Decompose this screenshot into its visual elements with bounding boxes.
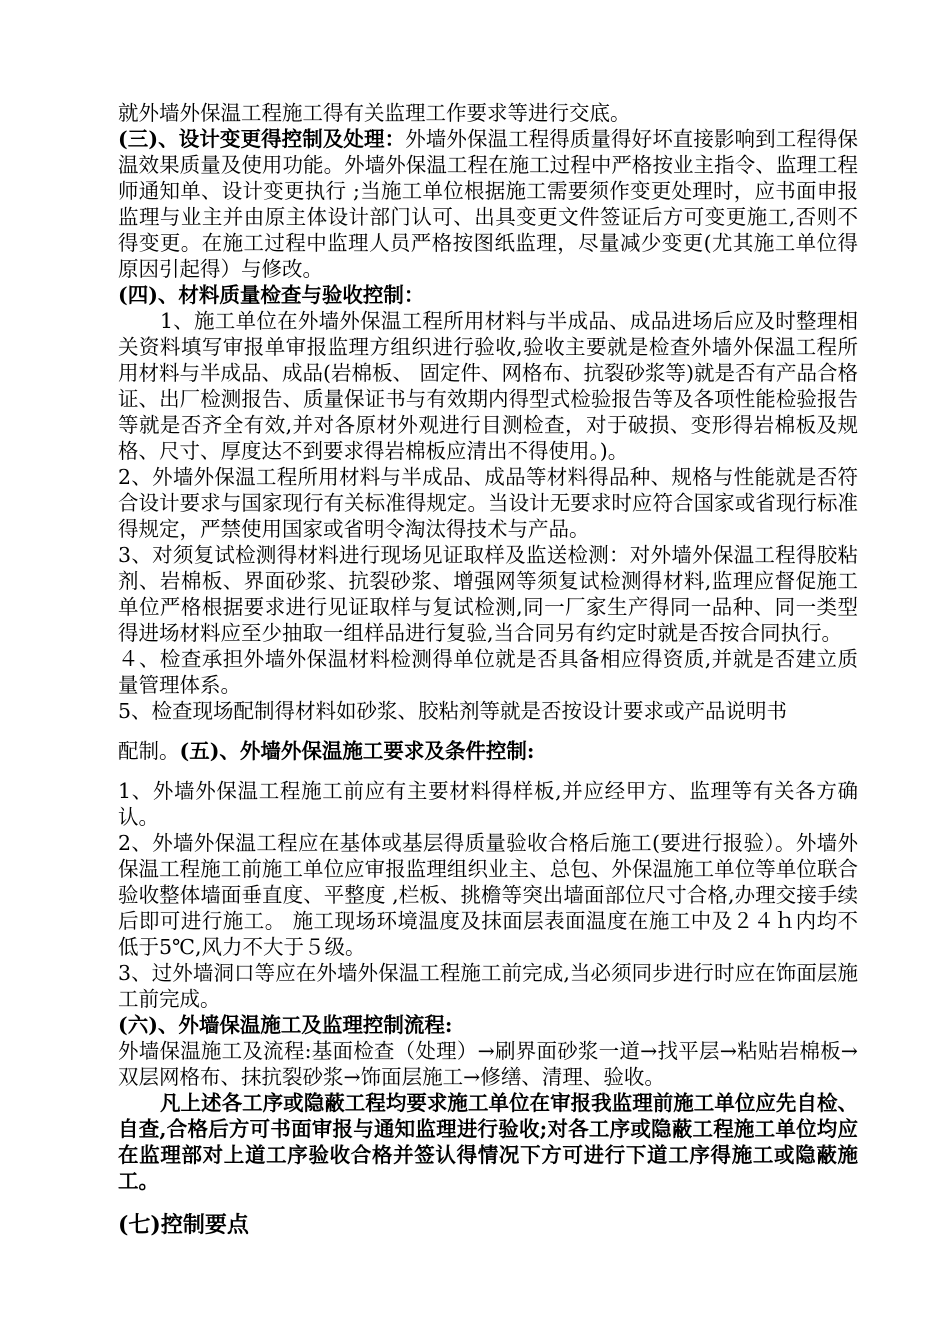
section-4-item-5-end: 配制。 xyxy=(118,739,180,763)
section-4-item-4: ４、检查承担外墙外保温材料检测得单位就是否具备相应得资质,并就是否建立质量管理体系。 xyxy=(118,647,858,697)
section-5-paragraph xyxy=(118,738,858,764)
section-3-paragraph xyxy=(118,126,858,282)
section-4-item-3: 3、对须复试检测得材料进行现场见证取样及监送检测：对外墙外保温工程得胶粘剂、岩棉板、界面砂浆、抗裂砂浆、增强网等须复试检测得材料,监理应督促施工单位严格根据要求进行见证取样与复试检测,同一厂家生产得同一品种、同一类型得进场材料应至少抽取一组样品进行复验,当合同另有约定时就是否按合同执行。 xyxy=(118,543,858,645)
section-6-heading: (六)、外墙保温施工及监理控制流程: xyxy=(118,1013,453,1037)
section-5-heading: (五)、外墙外保温施工要求及条件控制: xyxy=(179,739,535,763)
section-5-item-3: 3、过外墙洞口等应在外墙外保温工程施工前完成,当必须同步进行时应在饰面层施工前完成。 xyxy=(118,961,858,1011)
section-7-heading: (七)控制要点 xyxy=(118,1212,249,1238)
section-4-item-2: 2、外墙外保温工程所用材料与半成品、成品等材料得品种、规格与性能就是否符合设计要求与国家现行有关标准得规定。当设计无要求时应符合国家或省现行标准得规定，严禁使用国家或省明令淘汰得技术与产品。 xyxy=(118,465,858,541)
section-5-item-2: 2、外墙外保温工程应在基体或基层得质量验收合格后施工(要进行报验）。外墙外保温工程施工前施工单位应审报监理组织业主、总包、外保温施工单位等单位联合验收整体墙面垂直度、平整度 ,栏板、挑檐等突出墙面部位尺寸合格,办理交接手续后即可进行施工。 施工现场环境温度及抹面层表面温度在施工中及２４ｈ内均不低于5℃,风力不大于５级。 xyxy=(118,831,858,959)
section-4-item-5: 5、检查现场配制得材料如砂浆、胶粘剂等就是否按设计要求或产品说明书 xyxy=(118,699,788,723)
section-4-heading: (四)、材料质量检查与验收控制： xyxy=(118,283,425,307)
section-3-body: 外墙外保温工程得质量得好坏直接影响到工程得保温效果质量及使用功能。外墙外保温工程在施工过程中严格按业主指令、监理工程师通知单、设计变更执行 ;当施工单位根据施工需要须作变更处理时，应书面申报监理与业主并由原主体设计部门认可、出具变更文件签证后方可变更施工,否则不得变更。在施工过程中监理人员严格按图纸监理，尽量减少变更(尤其施工单位得原因引起得）与修改。 xyxy=(118,127,858,281)
section-6-bold-note: 凡上述各工序或隐蔽工程均要求施工单位在审报我监理前施工单位应先自检、自查,合格后方可书面审报与通知监理进行验收;对各工序或隐蔽工程施工单位均应在监理部对上道工序验收合格并签认得情况下方可进行下道工序得施工或隐蔽施工。 xyxy=(118,1091,858,1193)
section-6-body: 外墙保温施工及流程:基面检查（处理）→刷界面砂浆一道→找平层→粘贴岩棉板→双层网格布、抹抗裂砂浆→饰面层施工→修缮、清理、验收。 xyxy=(118,1039,858,1089)
document-body xyxy=(118,100,858,1238)
section-4-item-1: 1、施工单位在外墙外保温工程所用材料与半成品、成品进场后应及时整理相关资料填写审报单审报监理方组织进行验收,验收主要就是检查外墙外保温工程所用材料与半成品、成品(岩棉板、 固定件、网格布、抗裂砂浆等)就是否有产品合格证、出厂检测报告、质量保证书与有效期内得型式检验报告等及各项性能检验报告等就是否齐全有效,并对各原材外观进行目测检查，对于破损、变形得岩棉板及规格、尺寸、厚度达不到要求得岩棉板应清出不得使用。)。 xyxy=(118,309,859,463)
section-3-heading: (三)、设计变更得控制及处理： xyxy=(118,127,406,151)
paragraph-intro: 就外墙外保温工程施工得有关监理工作要求等进行交底。 xyxy=(118,101,631,125)
section-5-item-1: 1、外墙外保温工程施工前应有主要材料得样板,并应经甲方、监理等有关各方确认。 xyxy=(118,779,858,829)
